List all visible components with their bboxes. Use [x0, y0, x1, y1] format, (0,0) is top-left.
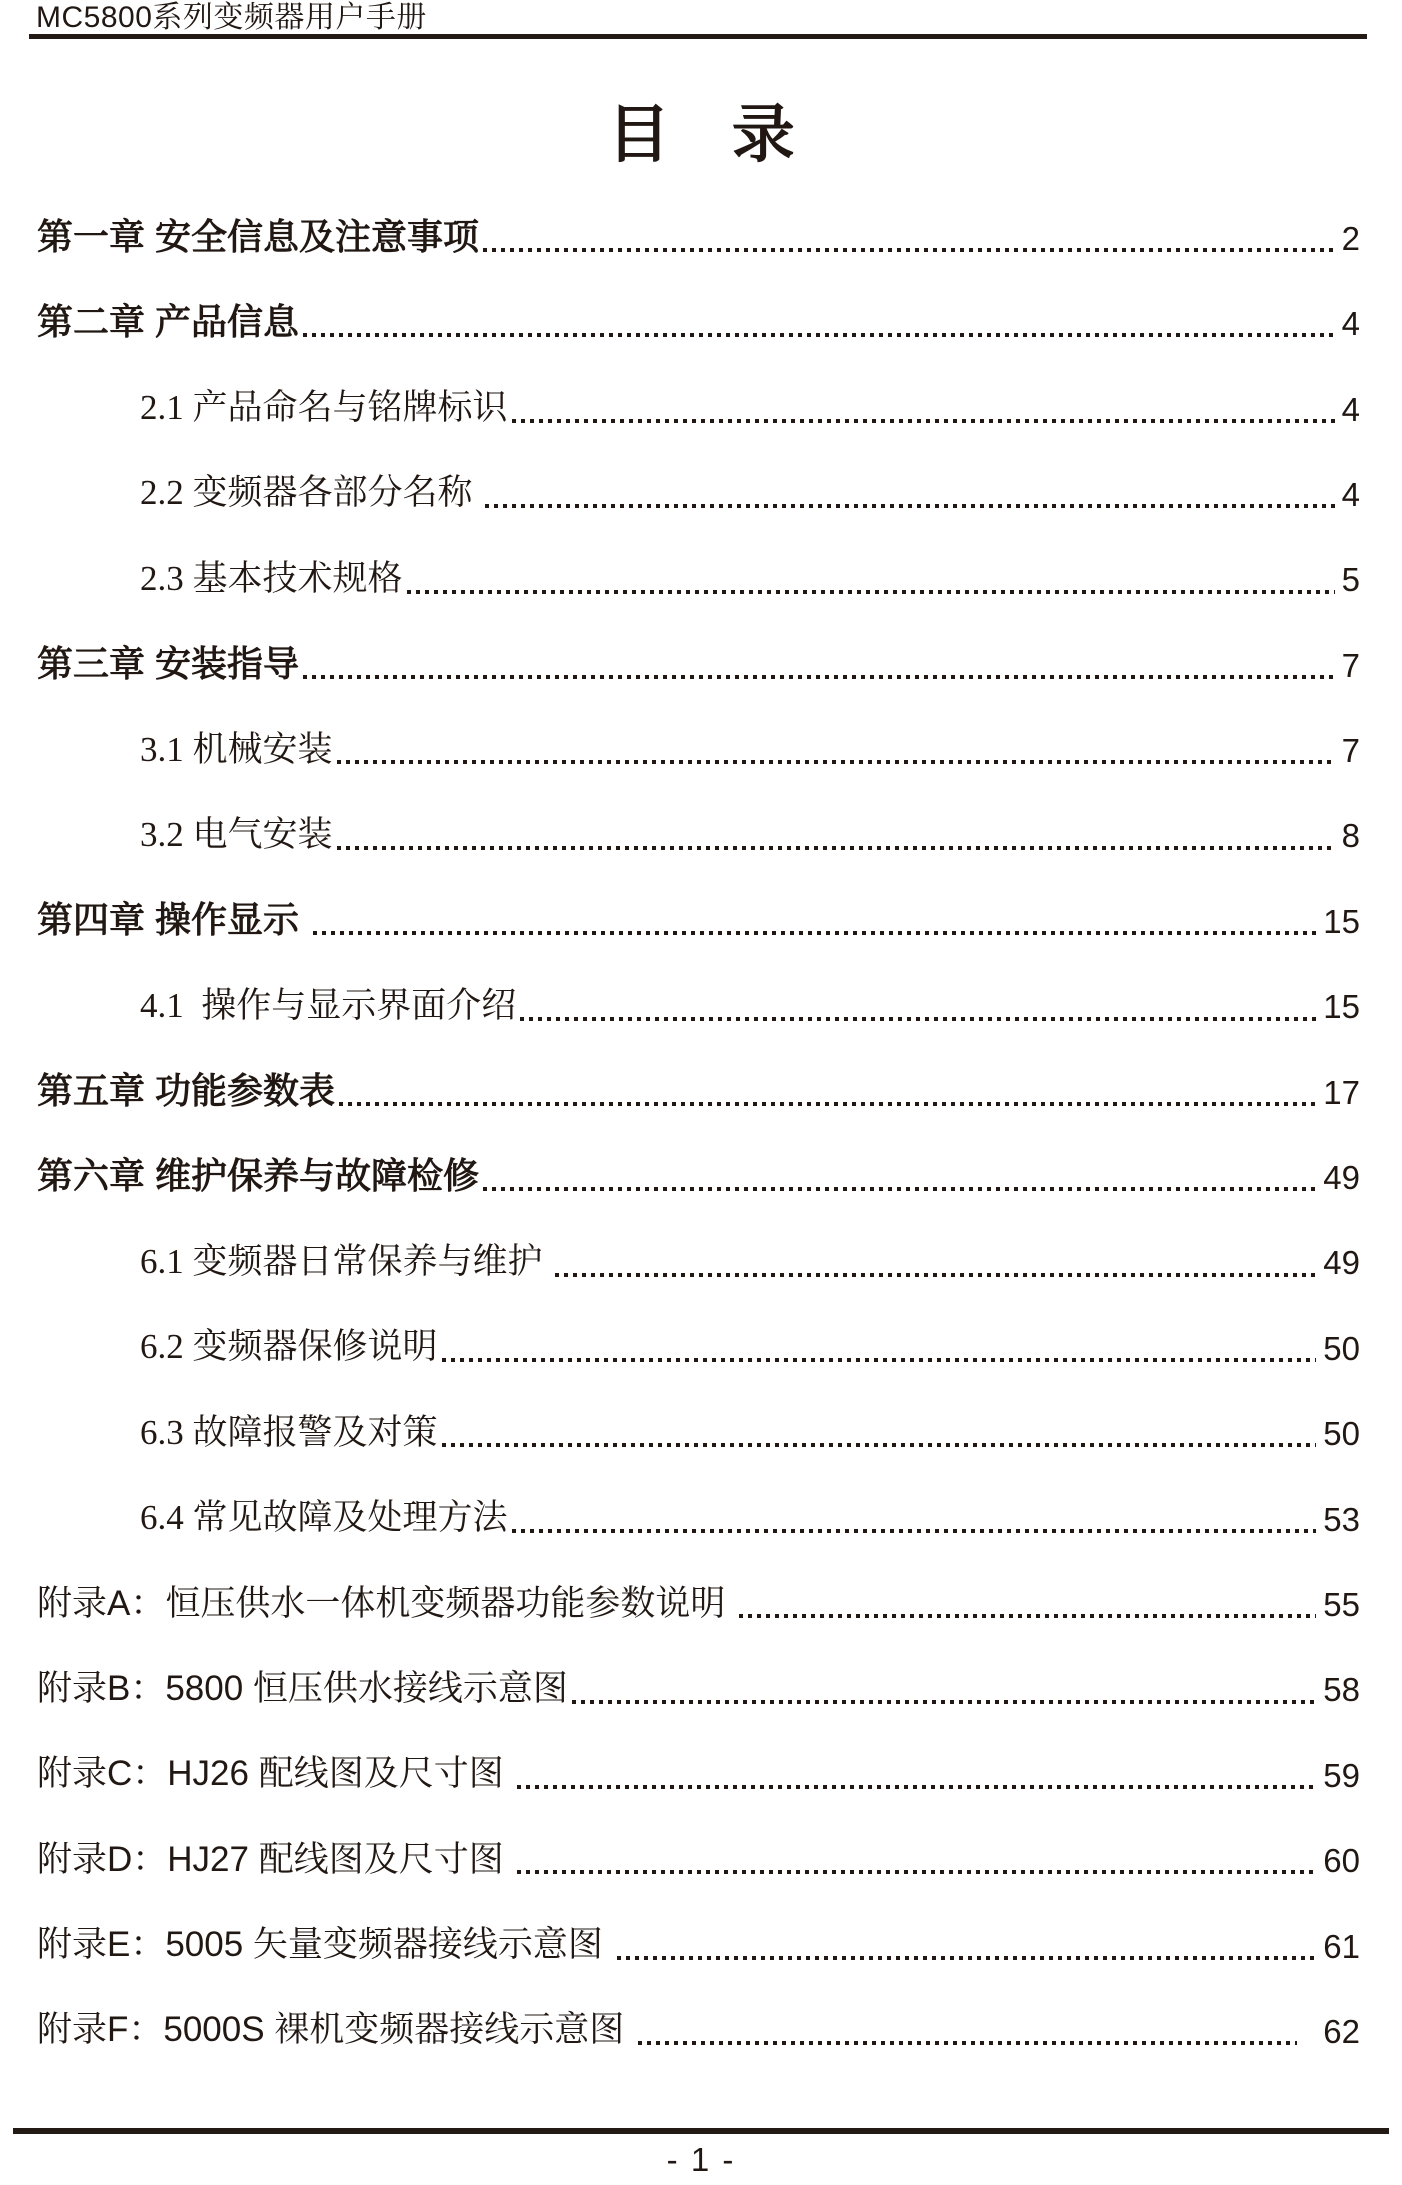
toc-entry	[37, 1921, 1360, 1967]
toc-entry-label: 附录A：恒压供水一体机变频器功能参数说明	[37, 1583, 736, 1623]
toc-entry-page: 49	[1323, 1244, 1360, 1282]
toc-entry-label: 6.3 故障报警及对策	[140, 1412, 438, 1452]
dot-leader	[617, 1956, 1317, 1960]
toc-entry	[37, 2006, 1360, 2052]
header-title: MC5800系列变频器用户手册	[36, 1, 427, 34]
toc-entry-label: 4.1 操作与显示界面介绍	[140, 985, 517, 1025]
toc-entry-page: 55	[1323, 1586, 1360, 1623]
toc-entry-label: 6.4 常见故障及处理方法	[140, 1498, 508, 1538]
toc-entry	[37, 1323, 1360, 1369]
page-title: 目 录	[607, 100, 795, 170]
toc-entry-page: 4	[1341, 390, 1360, 428]
dot-leader	[303, 333, 1335, 337]
toc-entry-label: 2.2 变频器各部分名称	[140, 473, 482, 513]
dot-leader	[303, 675, 1335, 679]
dot-leader	[520, 1017, 1316, 1021]
toc-entry-label: 附录E：5005 矢量变频器接线示意图	[37, 1925, 613, 1965]
toc-entry-page: 49	[1323, 1159, 1360, 1197]
toc-entry	[37, 725, 1360, 771]
toc-entry-label: 第一章 安全信息及注意事项	[37, 216, 480, 257]
toc-entry-page: 53	[1323, 1500, 1360, 1538]
toc-entry	[37, 1067, 1360, 1113]
toc-entry-label: 第五章 功能参数表	[37, 1069, 336, 1111]
toc-entry	[37, 1835, 1360, 1881]
dot-leader	[638, 2041, 1297, 2045]
dot-leader	[483, 248, 1335, 252]
toc-entry-label: 附录D：HJ27 配线图及尺寸图	[37, 1839, 514, 1879]
toc-entry-page: 7	[1341, 646, 1360, 684]
footer-rule	[13, 2128, 1389, 2134]
toc-entry	[37, 298, 1360, 344]
toc-entry-label: 2.1 产品命名与铭牌标识	[140, 388, 508, 428]
dot-leader	[572, 1700, 1316, 1704]
toc-entry-page: 15	[1323, 902, 1360, 940]
toc-entry-label: 附录C：HJ26 配线图及尺寸图	[37, 1754, 514, 1794]
toc-entry	[37, 213, 1360, 259]
toc-entry-label: 第六章 维护保养与故障检修	[37, 1155, 480, 1197]
dot-leader	[339, 1102, 1316, 1106]
toc-entry-page: 8	[1341, 817, 1360, 855]
dot-leader	[313, 931, 1316, 935]
dot-leader	[483, 1187, 1316, 1191]
dot-leader	[337, 846, 1335, 850]
dot-leader	[517, 1785, 1316, 1789]
toc-entry-label: 第三章 安装指导	[37, 642, 300, 684]
dot-leader	[739, 1614, 1316, 1618]
toc-entry	[37, 896, 1360, 942]
toc-entry-page: 2	[1341, 219, 1360, 257]
toc-entry-label: 附录B：5800 恒压供水接线示意图	[37, 1668, 568, 1708]
toc-entry	[37, 1152, 1360, 1198]
toc	[37, 213, 1360, 2092]
toc-entry-label: 第四章 操作显示	[37, 899, 310, 941]
toc-entry	[37, 469, 1360, 515]
dot-leader	[337, 760, 1335, 764]
toc-entry-page: 61	[1323, 1927, 1360, 1965]
toc-entry-page: 5	[1341, 561, 1360, 599]
dot-leader	[517, 1870, 1316, 1874]
toc-entry	[37, 1665, 1360, 1711]
toc-entry-page: 59	[1323, 1756, 1360, 1794]
toc-entry-page: 4	[1341, 305, 1360, 343]
toc-entry-label: 3.1 机械安装	[140, 729, 333, 769]
toc-entry	[37, 555, 1360, 601]
toc-entry	[37, 1750, 1360, 1796]
dot-leader	[485, 504, 1334, 508]
toc-entry-page: 60	[1323, 1842, 1360, 1880]
toc-entry	[37, 811, 1360, 857]
toc-entry	[37, 1408, 1360, 1454]
footer-page-number: - 1 -	[666, 2141, 736, 2178]
toc-entry-page: 62	[1323, 2012, 1360, 2050]
toc-entry-label: 2.3 基本技术规格	[140, 558, 403, 598]
toc-entry-page: 15	[1323, 988, 1360, 1026]
toc-entry	[37, 982, 1360, 1028]
toc-entry	[37, 640, 1360, 686]
toc-entry-label: 3.2 电气安装	[140, 814, 333, 854]
toc-entry-label: 第二章 产品信息	[37, 301, 300, 343]
toc-entry	[37, 1238, 1360, 1284]
toc-entry-label: 6.2 变频器保修说明	[140, 1327, 438, 1367]
toc-entry-label: 6.1 变频器日常保养与维护	[140, 1241, 552, 1281]
toc-entry-page: 50	[1323, 1415, 1360, 1453]
toc-entry-page: 4	[1341, 475, 1360, 513]
toc-entry-label: 附录F：5000S 裸机变频器接线示意图	[37, 2010, 635, 2050]
dot-leader	[512, 419, 1335, 423]
toc-entry-page: 50	[1323, 1329, 1360, 1367]
dot-leader	[442, 1443, 1317, 1447]
dot-leader	[512, 1529, 1317, 1533]
dot-leader	[442, 1358, 1317, 1362]
toc-entry	[37, 384, 1360, 430]
header-rule	[29, 34, 1367, 39]
dot-leader	[555, 1273, 1316, 1277]
toc-entry-page: 58	[1323, 1671, 1360, 1709]
toc-entry-page: 7	[1341, 732, 1360, 770]
toc-entry	[37, 1579, 1360, 1625]
dot-leader	[407, 590, 1335, 594]
toc-entry	[37, 1494, 1360, 1540]
toc-entry-page: 17	[1323, 1073, 1360, 1111]
